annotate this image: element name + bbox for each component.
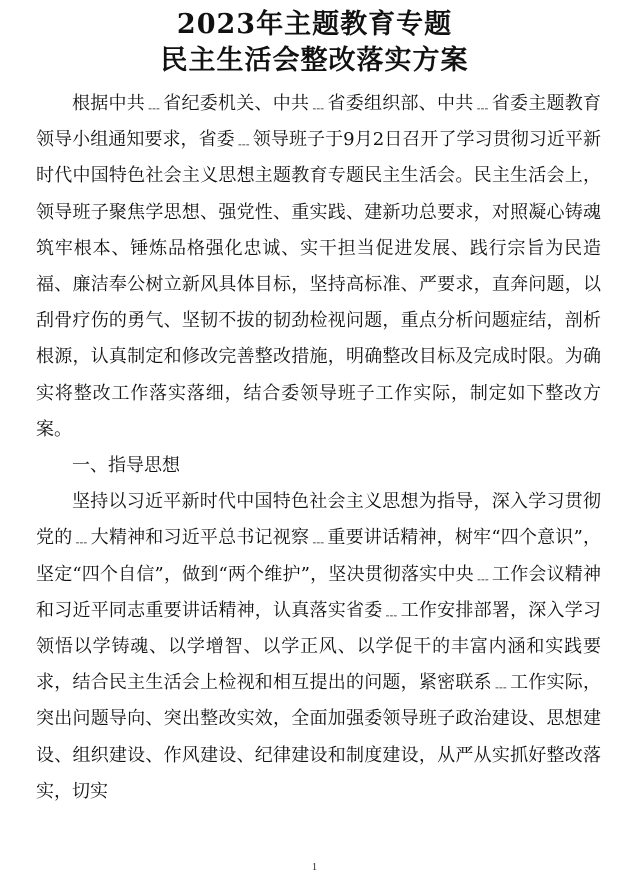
document-title-line-1: 2023年主题教育专题 [176, 9, 453, 40]
page-number: 1 [312, 862, 317, 873]
guiding-thought-paragraph: 坚持以习近平新时代中国特色社会主义思想为指导，深入学习贯彻党的﹍大精神和习近平总书记视察﹍重要讲话精神，树牢“四个意识”，坚定“四个自信”，做到“两个维护”，坚决贯彻落实中央﹍工作会议精神和习近平同志重要讲话精神，认真落实省委﹍工作安排部署，深入学习领悟以学铸魂、以学增智、以学正风、以学促干的丰富内涵和实践要求，结合民主生活会上检视和相互提出的问题，紧密联系﹍工作实际，突出问题导向、突出整改实效，全面加强委领导班子政治建设、思想建设、组织建设、作风建设、纪律建设和制度建设，从严从实抓好整改落实，切实 [36, 491, 601, 802]
document-body [36, 86, 601, 810]
document-title-line-2: 民主生活会整改落实方案 [160, 45, 469, 76]
section-heading-guiding-thought: 一、指导思想 [72, 455, 180, 477]
intro-paragraph: 根据中共﹍省纪委机关、中共﹍省委组织部、中共﹍省委主题教育领导小组通知要求，省委﹍领导班子于9月2日召开了学习贯彻习近平新时代中国特色社会主义思想主题教育专题民主生活会。民主生活会上，领导班子聚焦学思想、强党性、重实践、建新功总要求，对照凝心铸魂筑牢根本、锤炼品格强化忠诚、实干担当促进发展、践行宗旨为民造福、廉洁奉公树立新风具体目标，坚持高标准、严要求，直奔问题，以刮骨疗伤的勇气、坚韧不拔的韧劲检视问题，重点分析问题症结，剖析根源，认真制定和修改完善整改措施，明确整改目标及完成时限。为确实将整改工作落实落细，结合委领导班子工作实际，制定如下整改方案。 [36, 93, 601, 440]
